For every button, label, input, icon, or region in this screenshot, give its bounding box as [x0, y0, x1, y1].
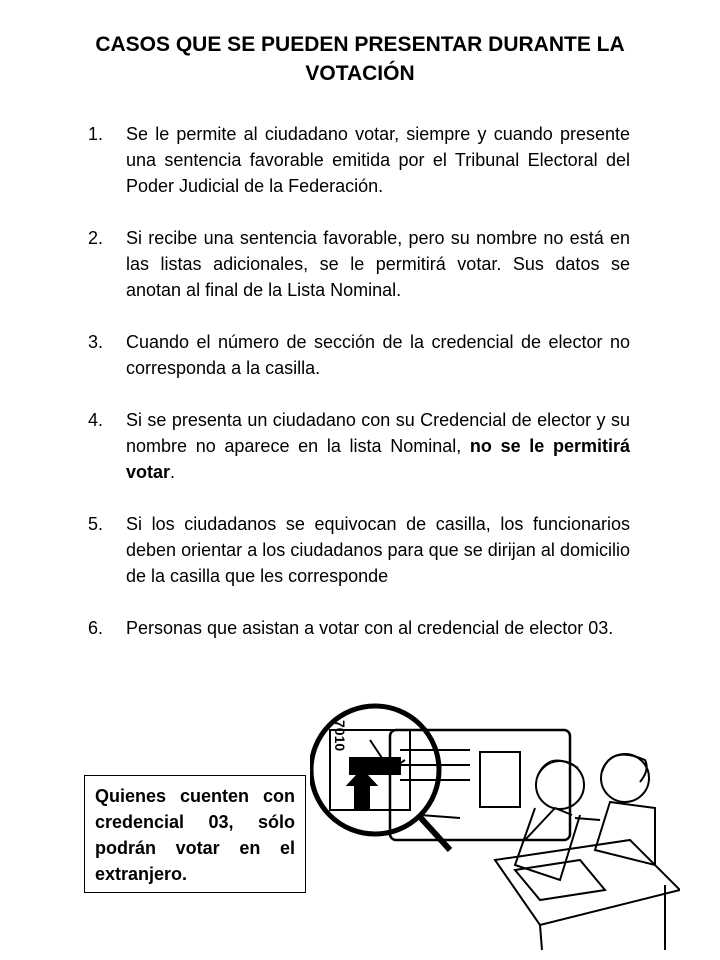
page-title — [40, 30, 680, 88]
list-item — [88, 615, 630, 641]
item-text: Se le permite al ciudadano votar, siempre y cuando presente una sentencia favorable emitida por el Tribunal Electoral del Poder Judicial de la Federación. — [126, 124, 630, 196]
item-number: 3. — [88, 332, 104, 352]
item-text: Cuando el número de sección de la credencial de elector no corresponda a la casilla. — [126, 332, 630, 378]
list-item — [88, 407, 630, 485]
item-text: Personas que asistan a votar con al credencial de elector 03. — [126, 618, 614, 638]
item-text: Si los ciudadanos se equivocan de casilla, los funcionarios deben orientar a los ciudadanos para que se dirijan al domicilio de la casilla que les corresponde — [126, 514, 630, 586]
cases-list — [88, 121, 630, 667]
voter-credential-illustration — [310, 690, 680, 950]
item-text: Si se presenta un ciudadano con su Credencial de elector y su nombre no aparece en la lista Nominal, — [126, 410, 630, 456]
item-number: 2. — [88, 228, 104, 248]
title-line-2: VOTACIÓN — [305, 62, 415, 85]
item-number: 6. — [88, 618, 104, 638]
list-item — [88, 121, 630, 199]
credential-digits: 7010 — [332, 720, 348, 752]
list-item — [88, 511, 630, 589]
item-text-end: . — [170, 462, 176, 482]
credential-03-note: Quienes cuenten con credencial 03, sólo podrán votar en el extranjero. — [84, 775, 306, 893]
list-item — [88, 225, 630, 303]
item-text: Si recibe una sentencia favorable, pero su nombre no está en las listas adicionales, se le permitirá votar. Sus datos se anotan al final de la Lista Nominal. — [126, 228, 630, 300]
title-line-1: CASOS QUE SE PUEDEN PRESENTAR DURANTE LA — [95, 33, 625, 56]
item-bold-text: no se le permitirá votar — [126, 436, 630, 482]
item-number: 1. — [88, 124, 104, 144]
item-number: 4. — [88, 410, 104, 430]
item-number: 5. — [88, 514, 104, 534]
list-item — [88, 329, 630, 381]
